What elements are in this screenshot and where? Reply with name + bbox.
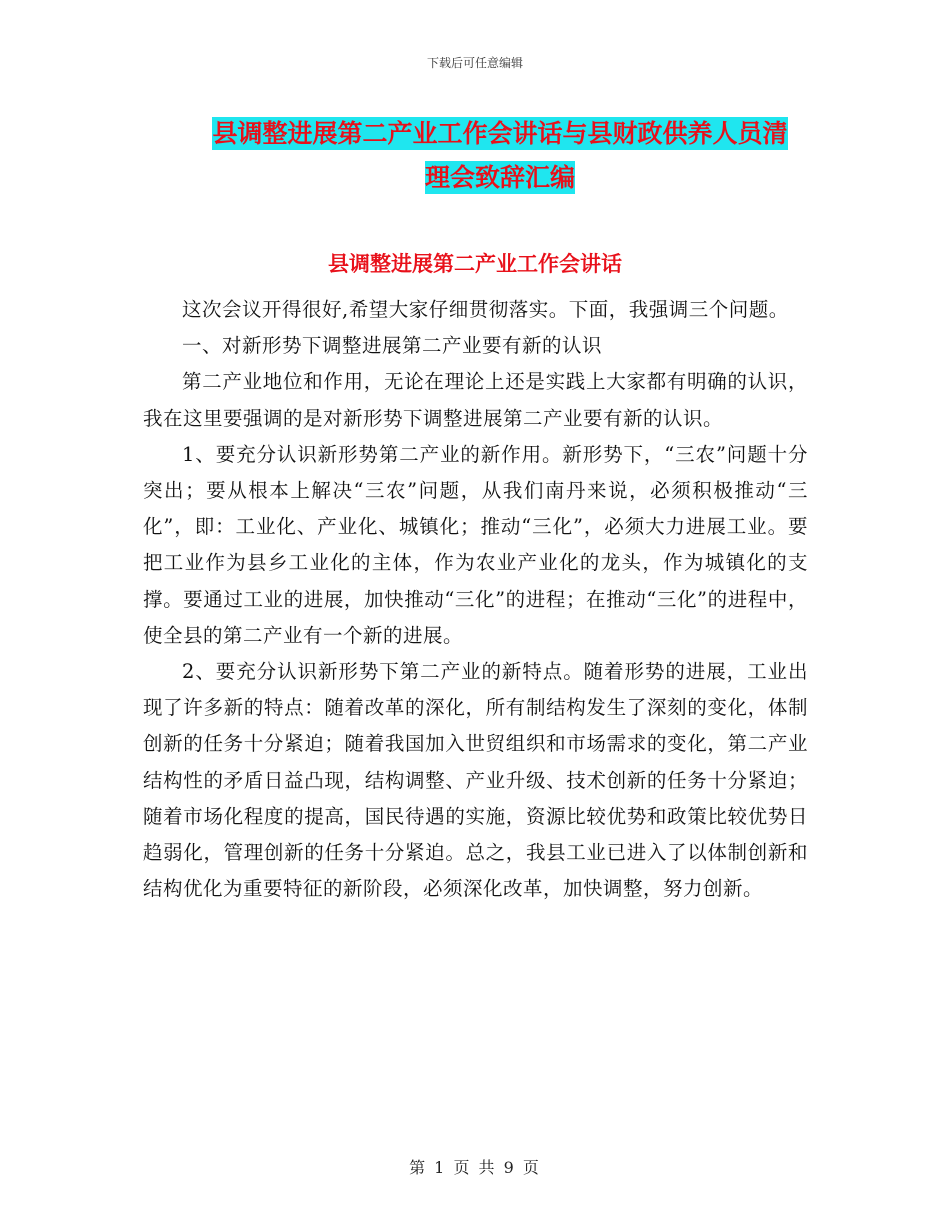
section-title: 县调整进展第二产业工作会讲话 bbox=[328, 252, 622, 276]
paragraph: 这次会议开得很好,希望大家仔细贯彻落实。下面，我强调三个问题。 bbox=[182, 298, 789, 321]
document-title-line-1: 县调整进展第二产业工作会讲话与县财政供养人员清 bbox=[212, 119, 788, 148]
document-title-line-2: 理会致辞汇编 bbox=[424, 163, 575, 192]
document-body bbox=[143, 292, 808, 907]
paragraph: 一、对新形势下调整进展第二产业要有新的认识 bbox=[182, 334, 603, 358]
paragraph: 第二产业地位和作用，无论在理论上还是实践上大家都有明确的认识，我在这里要强调的是对新形势下调整进展第二产业要有新的认识。 bbox=[143, 370, 808, 430]
paragraph: 1、要充分认识新形势第二产业的新作用。新形势下，“三农”问题十分突出；要从根本上解决“三农”问题，从我们南丹来说，必须积极推动“三化”，即：工业化、产业化、城镇化；推动“三化”，必须大力进展工业。要把工业作为县乡工业化的主体，作为农业产业化的龙头，作为城镇化的支撑。要通过工业的进展，加快推动“三化”的进程；在推动“三化”的进程中，使全县的第二产业有一个新的进展。 bbox=[143, 442, 808, 647]
paragraph: 2、要充分认识新形势下第二产业的新特点。随着形势的进展，工业出现了许多新的特点：随着改革的深化，所有制结构发生了深刻的变化，体制创新的任务十分紧迫；随着我国加入世贸组织和市场需求的变化，第二产业结构性的矛盾日益凸现，结构调整、产业升级、技术创新的任务十分紧迫；随着市场化程度的提高，国民待遇的实施，资源比较优势和政策比较优势日趋弱化，管理创新的任务十分紧迫。总之，我县工业已进入了以体制创新和结构优化为重要特征的新阶段，必须深化改革，加快调整，努力创新。 bbox=[143, 660, 808, 901]
document-title bbox=[185, 112, 815, 200]
header-note: 下载后可任意编辑 bbox=[426, 56, 523, 70]
page-number-footer: 第 1 页 共 9 页 bbox=[409, 1158, 541, 1177]
